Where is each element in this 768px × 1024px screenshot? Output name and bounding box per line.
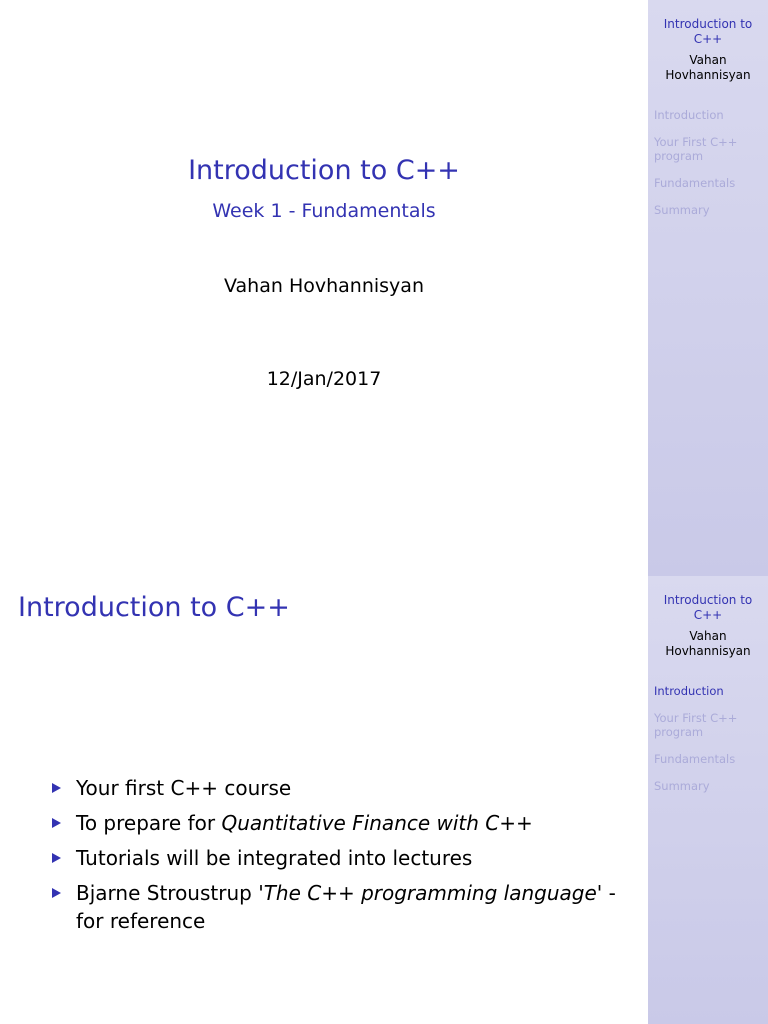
sidebar-item-label: Your First C++ [654, 135, 738, 149]
sidebar-title-line: Introduction to [663, 593, 753, 607]
triangle-bullet-icon [52, 888, 61, 898]
sidebar-item-label: program [654, 725, 704, 739]
sidebar-item-label: program [654, 149, 704, 163]
introduction-slide [0, 576, 768, 1024]
sidebar-title-line: C++ [693, 32, 723, 46]
bullet-list [50, 774, 620, 942]
sidebar-item-label: Your First C++ [654, 711, 738, 725]
sidebar-title[interactable] [648, 593, 768, 623]
sidebar-author-line: Hovhannisyan [665, 644, 751, 658]
triangle-bullet-icon [52, 783, 61, 793]
bullet-text-italic: The C++ programming language [263, 881, 597, 905]
bullet-text: ' - for reference [76, 881, 616, 933]
presentation-author: Vahan Hovhannisyan [224, 275, 424, 297]
sidebar-nav [648, 684, 768, 793]
sidebar-author-line: Hovhannisyan [665, 68, 751, 82]
triangle-bullet-icon [52, 818, 61, 828]
sidebar-title-line: C++ [693, 608, 723, 622]
sidebar-author [648, 53, 768, 83]
sidebar-author-line: Vahan [689, 629, 727, 643]
presentation-date: 12/Jan/2017 [266, 368, 382, 390]
bullet-text: Bjarne Stroustrup ' [76, 881, 264, 905]
bullet-text: To prepare for [76, 811, 222, 835]
sidebar-item-fundamentals[interactable]: Fundamentals [654, 176, 736, 190]
triangle-bullet-icon [52, 853, 61, 863]
navigation-sidebar [648, 576, 768, 1024]
frame-title: Introduction to C++ [18, 592, 290, 623]
sidebar-author-line: Vahan [689, 53, 727, 67]
sidebar-title[interactable] [648, 17, 768, 47]
sidebar-item-your-first-program[interactable] [654, 711, 762, 739]
sidebar-item-introduction[interactable]: Introduction [654, 684, 724, 698]
list-item [50, 774, 620, 802]
sidebar-item-fundamentals[interactable]: Fundamentals [654, 752, 736, 766]
navigation-sidebar [648, 0, 768, 576]
sidebar-author [648, 629, 768, 659]
bullet-text-italic: Quantitative Finance with C++ [221, 811, 533, 835]
sidebar-item-summary[interactable]: Summary [654, 203, 710, 217]
sidebar-nav [648, 108, 768, 217]
presentation-title: Introduction to C++ [188, 155, 460, 186]
sidebar-item-summary[interactable]: Summary [654, 779, 710, 793]
list-item [50, 879, 620, 935]
sidebar-item-your-first-program[interactable] [654, 135, 762, 163]
bullet-text: Your first C++ course [76, 776, 292, 800]
presentation-subtitle: Week 1 - Fundamentals [212, 200, 436, 222]
sidebar-item-introduction[interactable]: Introduction [654, 108, 724, 122]
list-item [50, 844, 620, 872]
list-item [50, 809, 620, 837]
sidebar-title-line: Introduction to [663, 17, 753, 31]
bullet-text: Tutorials will be integrated into lectures [76, 846, 473, 870]
